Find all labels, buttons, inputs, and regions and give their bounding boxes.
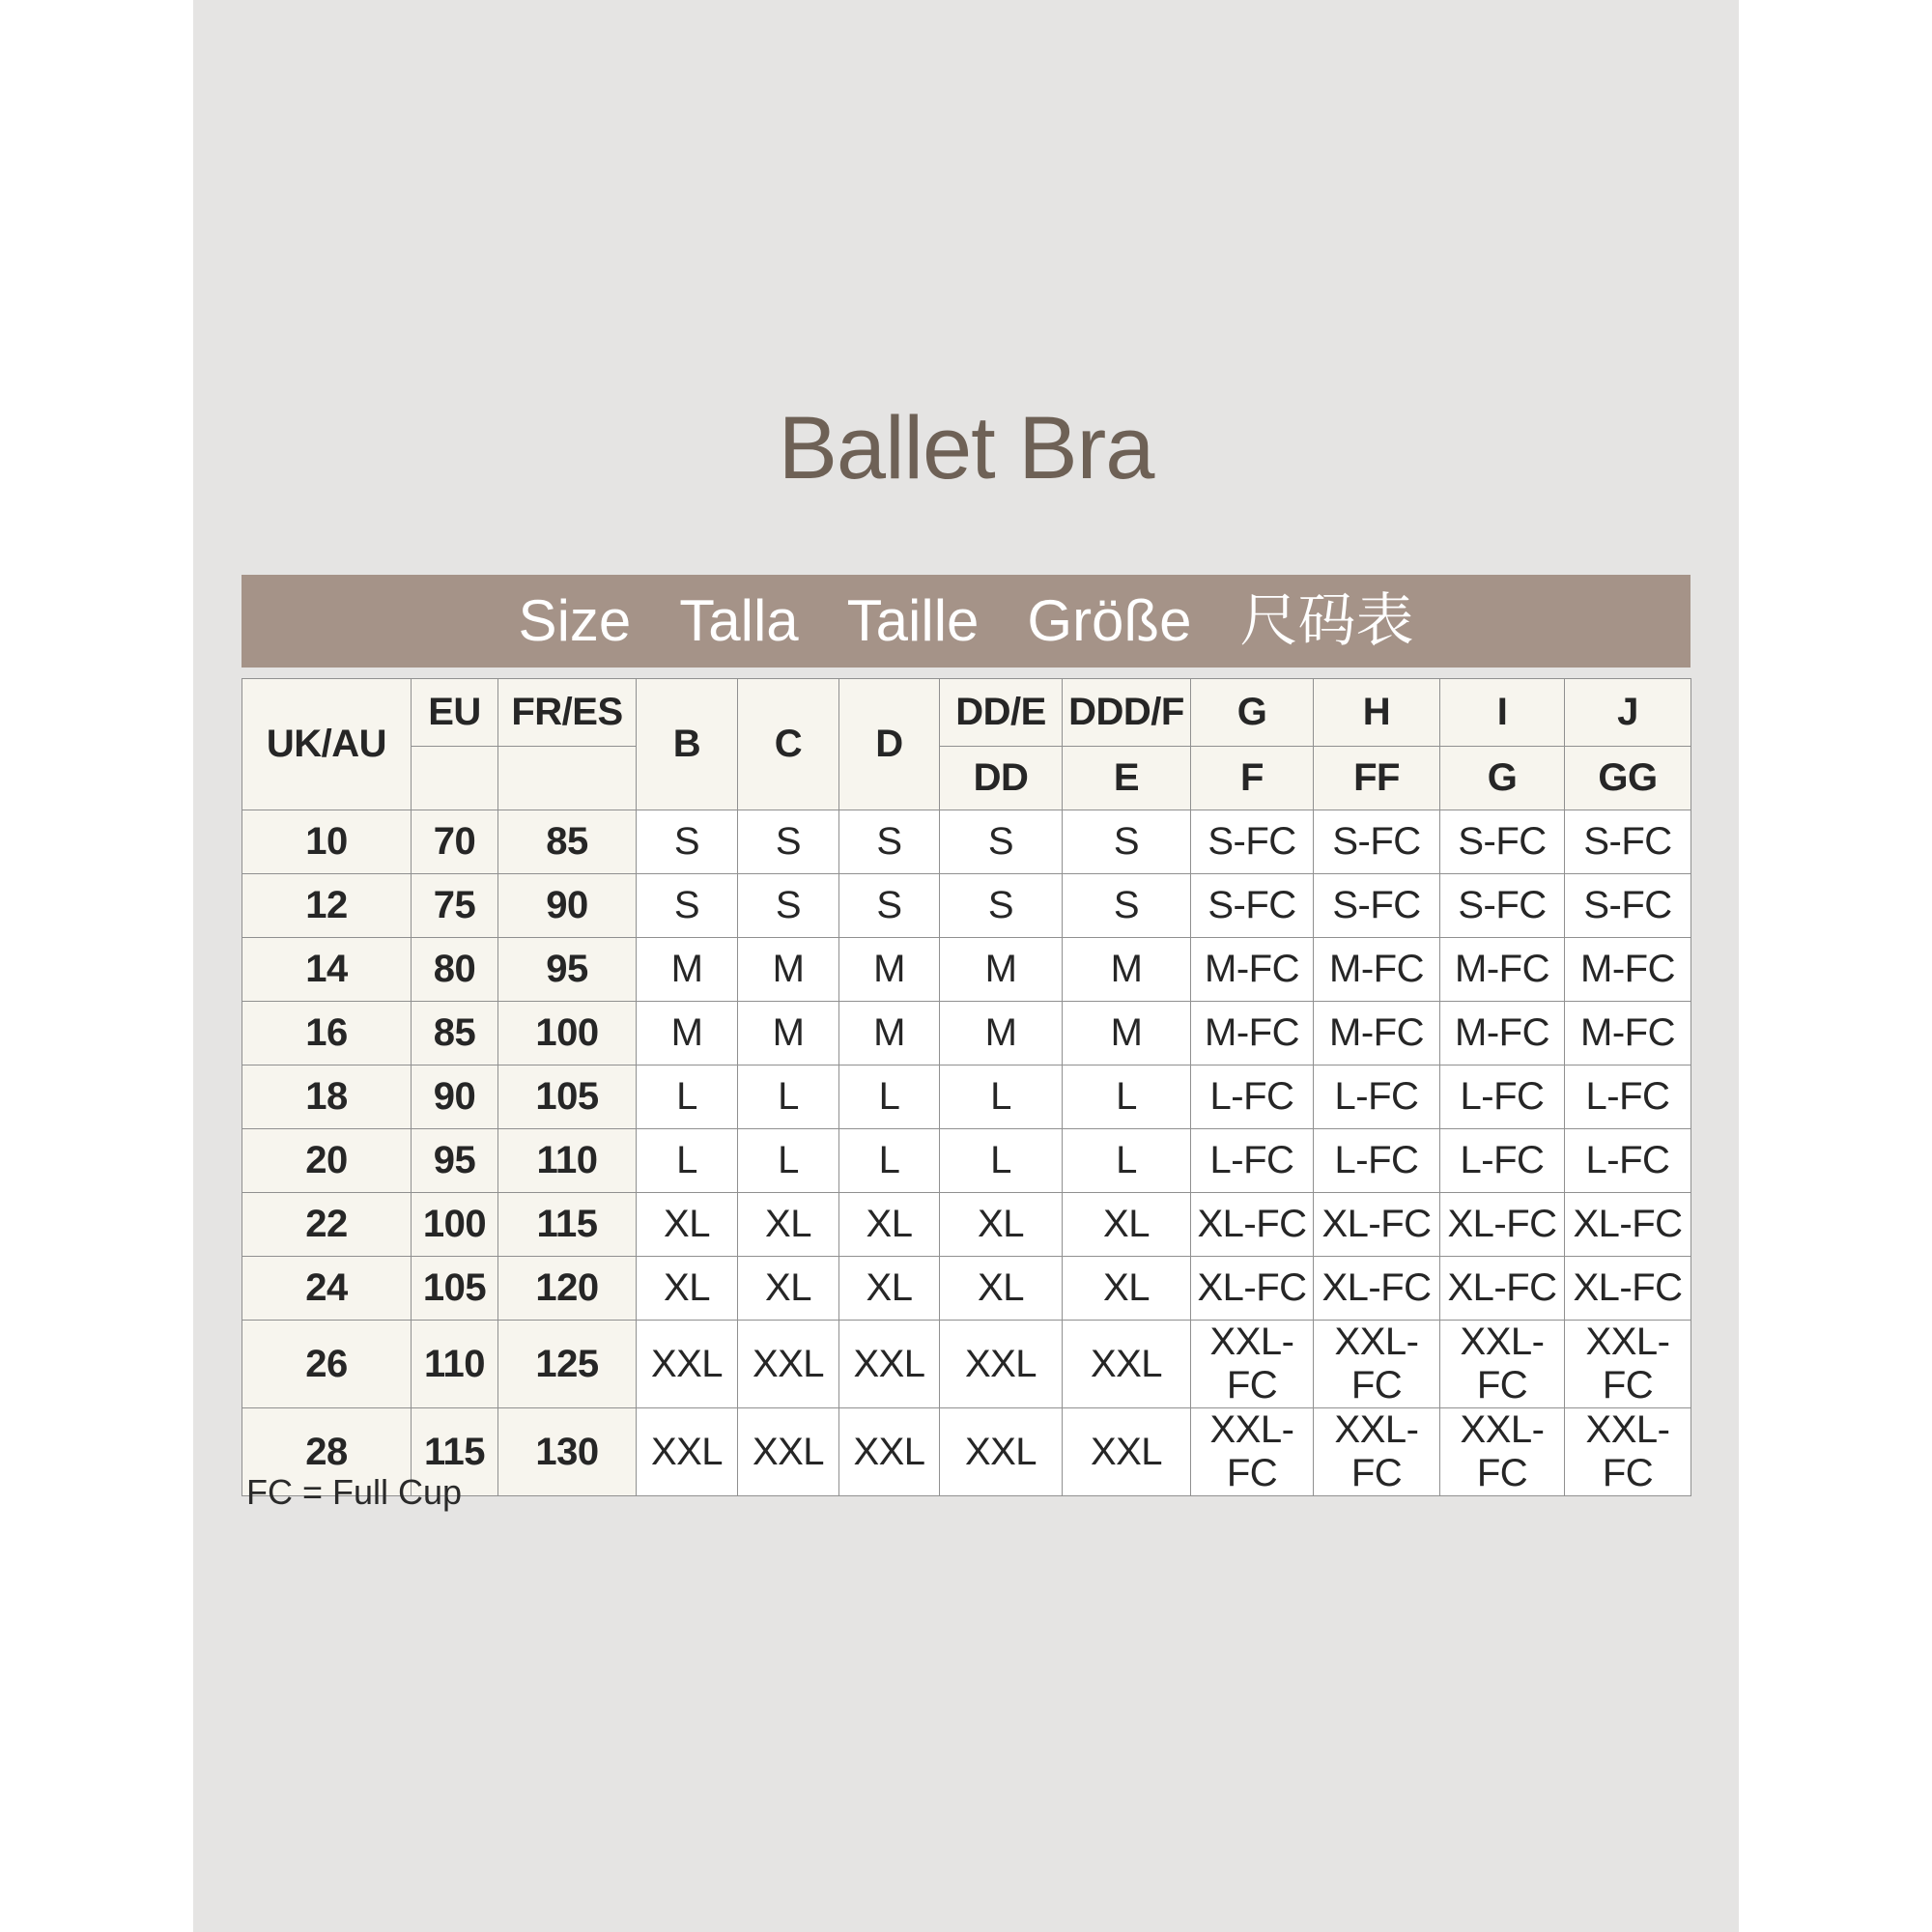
size-number-cell: 100 [498, 1002, 637, 1065]
header-cup-i: I [1440, 679, 1565, 747]
header-cup-g2: G [1440, 747, 1565, 810]
size-value-cell: L-FC [1314, 1065, 1440, 1129]
header-cup-g: G [1191, 679, 1314, 747]
size-number-cell: 22 [242, 1193, 412, 1257]
header-fr-es: FR/ES [498, 679, 637, 747]
size-number-cell: 130 [498, 1408, 637, 1496]
size-value-cell: XL [940, 1257, 1063, 1321]
size-number-cell: 80 [412, 938, 498, 1002]
size-value-cell: S-FC [1440, 810, 1565, 874]
header-cup-gg: GG [1565, 747, 1691, 810]
size-value-cell: M-FC [1440, 938, 1565, 1002]
size-value-cell: XXL [637, 1408, 738, 1496]
size-number-cell: 10 [242, 810, 412, 874]
size-value-cell: XL-FC [1314, 1257, 1440, 1321]
size-number-cell: 90 [412, 1065, 498, 1129]
size-number-cell: 26 [242, 1321, 412, 1408]
size-value-cell: M [738, 938, 839, 1002]
size-banner [242, 575, 1690, 668]
size-value-cell: M [940, 1002, 1063, 1065]
size-value-cell: XXL-FC [1191, 1321, 1314, 1408]
size-value-cell: S-FC [1565, 874, 1691, 938]
table-row [242, 1129, 1691, 1193]
size-value-cell: L-FC [1191, 1129, 1314, 1193]
header-row-top [242, 679, 1691, 747]
size-number-cell: 20 [242, 1129, 412, 1193]
size-table-header [242, 679, 1691, 810]
size-number-cell: 95 [412, 1129, 498, 1193]
size-value-cell: M [637, 938, 738, 1002]
banner-word-zh: 尺码表 [1239, 588, 1414, 653]
banner-word-fr: Taille [846, 588, 980, 653]
size-value-cell: L-FC [1440, 1065, 1565, 1129]
header-cup-h: H [1314, 679, 1440, 747]
size-number-cell: 12 [242, 874, 412, 938]
size-value-cell: XL-FC [1565, 1257, 1691, 1321]
size-number-cell: 115 [412, 1408, 498, 1496]
size-value-cell: L [1063, 1129, 1191, 1193]
header-cup-f: F [1191, 747, 1314, 810]
size-value-cell: XXL [839, 1408, 940, 1496]
size-value-cell: M-FC [1565, 938, 1691, 1002]
table-row [242, 1065, 1691, 1129]
size-table [242, 678, 1691, 1496]
size-value-cell: XXL [1063, 1408, 1191, 1496]
header-cup-b: B [637, 679, 738, 810]
size-number-cell: 14 [242, 938, 412, 1002]
header-cup-j: J [1565, 679, 1691, 747]
table-row [242, 810, 1691, 874]
header-eu: EU [412, 679, 498, 747]
size-value-cell: XL-FC [1191, 1257, 1314, 1321]
size-number-cell: 85 [412, 1002, 498, 1065]
size-value-cell: XL-FC [1314, 1193, 1440, 1257]
table-row [242, 1321, 1691, 1408]
size-value-cell: L [940, 1065, 1063, 1129]
size-value-cell: S-FC [1314, 874, 1440, 938]
size-value-cell: XL [1063, 1193, 1191, 1257]
size-number-cell: 24 [242, 1257, 412, 1321]
size-value-cell: S-FC [1565, 810, 1691, 874]
size-value-cell: S [637, 810, 738, 874]
size-value-cell: M-FC [1440, 1002, 1565, 1065]
size-value-cell: M-FC [1191, 1002, 1314, 1065]
size-value-cell: S [940, 810, 1063, 874]
banner-word-de: Größe [1027, 588, 1192, 653]
size-value-cell: M [839, 1002, 940, 1065]
size-number-cell: 70 [412, 810, 498, 874]
size-value-cell: L [839, 1065, 940, 1129]
size-value-cell: XXL [738, 1321, 839, 1408]
size-value-cell: XL-FC [1440, 1193, 1565, 1257]
table-row [242, 874, 1691, 938]
size-value-cell: XXL-FC [1565, 1408, 1691, 1496]
size-value-cell: XXL [738, 1408, 839, 1496]
size-value-cell: S-FC [1314, 810, 1440, 874]
table-row [242, 1193, 1691, 1257]
banner-word-es: Talla [679, 588, 799, 653]
size-value-cell: XXL [839, 1321, 940, 1408]
size-number-cell: 120 [498, 1257, 637, 1321]
footnote: FC = Full Cup [246, 1472, 463, 1512]
header-cup-dd-e: DD/E [940, 679, 1063, 747]
size-value-cell: L-FC [1314, 1129, 1440, 1193]
size-number-cell: 100 [412, 1193, 498, 1257]
size-number-cell: 95 [498, 938, 637, 1002]
size-value-cell: M [940, 938, 1063, 1002]
size-value-cell: XL [637, 1193, 738, 1257]
size-value-cell: S [940, 874, 1063, 938]
size-value-cell: XXL-FC [1565, 1321, 1691, 1408]
size-number-cell: 110 [498, 1129, 637, 1193]
size-number-cell: 18 [242, 1065, 412, 1129]
size-value-cell: XXL [637, 1321, 738, 1408]
size-value-cell: L-FC [1440, 1129, 1565, 1193]
size-value-cell: M [1063, 1002, 1191, 1065]
size-value-cell: XXL-FC [1314, 1408, 1440, 1496]
header-row-bottom [242, 747, 1691, 810]
size-value-cell: XL [839, 1193, 940, 1257]
banner-word-en: Size [518, 588, 632, 653]
size-value-cell: M [839, 938, 940, 1002]
size-value-cell: S-FC [1191, 810, 1314, 874]
size-value-cell: S [738, 810, 839, 874]
size-value-cell: M-FC [1314, 938, 1440, 1002]
size-number-cell: 16 [242, 1002, 412, 1065]
size-number-cell: 28 [242, 1408, 412, 1496]
size-value-cell: L-FC [1191, 1065, 1314, 1129]
size-value-cell: L-FC [1565, 1129, 1691, 1193]
size-value-cell: L [940, 1129, 1063, 1193]
size-value-cell: M [637, 1002, 738, 1065]
table-row [242, 1257, 1691, 1321]
size-number-cell: 105 [412, 1257, 498, 1321]
size-table-body [242, 810, 1691, 1496]
size-value-cell: S-FC [1191, 874, 1314, 938]
size-value-cell: L [738, 1129, 839, 1193]
size-number-cell: 75 [412, 874, 498, 938]
size-number-cell: 125 [498, 1321, 637, 1408]
size-number-cell: 115 [498, 1193, 637, 1257]
header-fr-es-sub [498, 747, 637, 810]
size-value-cell: L [738, 1065, 839, 1129]
size-number-cell: 110 [412, 1321, 498, 1408]
table-row [242, 938, 1691, 1002]
size-number-cell: 85 [498, 810, 637, 874]
header-cup-e: E [1063, 747, 1191, 810]
size-value-cell: L [839, 1129, 940, 1193]
size-value-cell: M-FC [1565, 1002, 1691, 1065]
header-eu-sub [412, 747, 498, 810]
header-cup-d: D [839, 679, 940, 810]
size-value-cell: XL [940, 1193, 1063, 1257]
size-value-cell: XL [1063, 1257, 1191, 1321]
size-value-cell: XL [738, 1193, 839, 1257]
size-value-cell: XL [738, 1257, 839, 1321]
size-value-cell: XXL-FC [1314, 1321, 1440, 1408]
table-row [242, 1002, 1691, 1065]
size-value-cell: L-FC [1565, 1065, 1691, 1129]
size-value-cell: L [637, 1129, 738, 1193]
page-title: Ballet Bra [778, 399, 1154, 497]
size-value-cell: S [1063, 810, 1191, 874]
size-number-cell: 90 [498, 874, 637, 938]
header-cup-dd: DD [940, 747, 1063, 810]
size-value-cell: M [1063, 938, 1191, 1002]
size-value-cell: S [637, 874, 738, 938]
header-cup-ddd-f: DDD/F [1063, 679, 1191, 747]
size-value-cell: M [738, 1002, 839, 1065]
size-value-cell: XL [839, 1257, 940, 1321]
size-value-cell: XL-FC [1565, 1193, 1691, 1257]
size-value-cell: S-FC [1440, 874, 1565, 938]
size-value-cell: S [1063, 874, 1191, 938]
size-value-cell: XXL [1063, 1321, 1191, 1408]
size-value-cell: M-FC [1314, 1002, 1440, 1065]
size-value-cell: XXL [940, 1321, 1063, 1408]
header-uk-au: UK/AU [242, 679, 412, 810]
size-value-cell: XXL [940, 1408, 1063, 1496]
size-value-cell: XXL-FC [1440, 1408, 1565, 1496]
size-value-cell: S [839, 810, 940, 874]
size-value-cell: M-FC [1191, 938, 1314, 1002]
size-value-cell: S [839, 874, 940, 938]
size-value-cell: XL [637, 1257, 738, 1321]
size-value-cell: XXL-FC [1440, 1321, 1565, 1408]
size-value-cell: XL-FC [1440, 1257, 1565, 1321]
size-value-cell: XL-FC [1191, 1193, 1314, 1257]
size-value-cell: S [738, 874, 839, 938]
header-cup-c: C [738, 679, 839, 810]
size-table-container [242, 678, 1691, 1496]
header-cup-ff: FF [1314, 747, 1440, 810]
size-value-cell: L [1063, 1065, 1191, 1129]
size-value-cell: L [637, 1065, 738, 1129]
size-value-cell: XXL-FC [1191, 1408, 1314, 1496]
size-number-cell: 105 [498, 1065, 637, 1129]
